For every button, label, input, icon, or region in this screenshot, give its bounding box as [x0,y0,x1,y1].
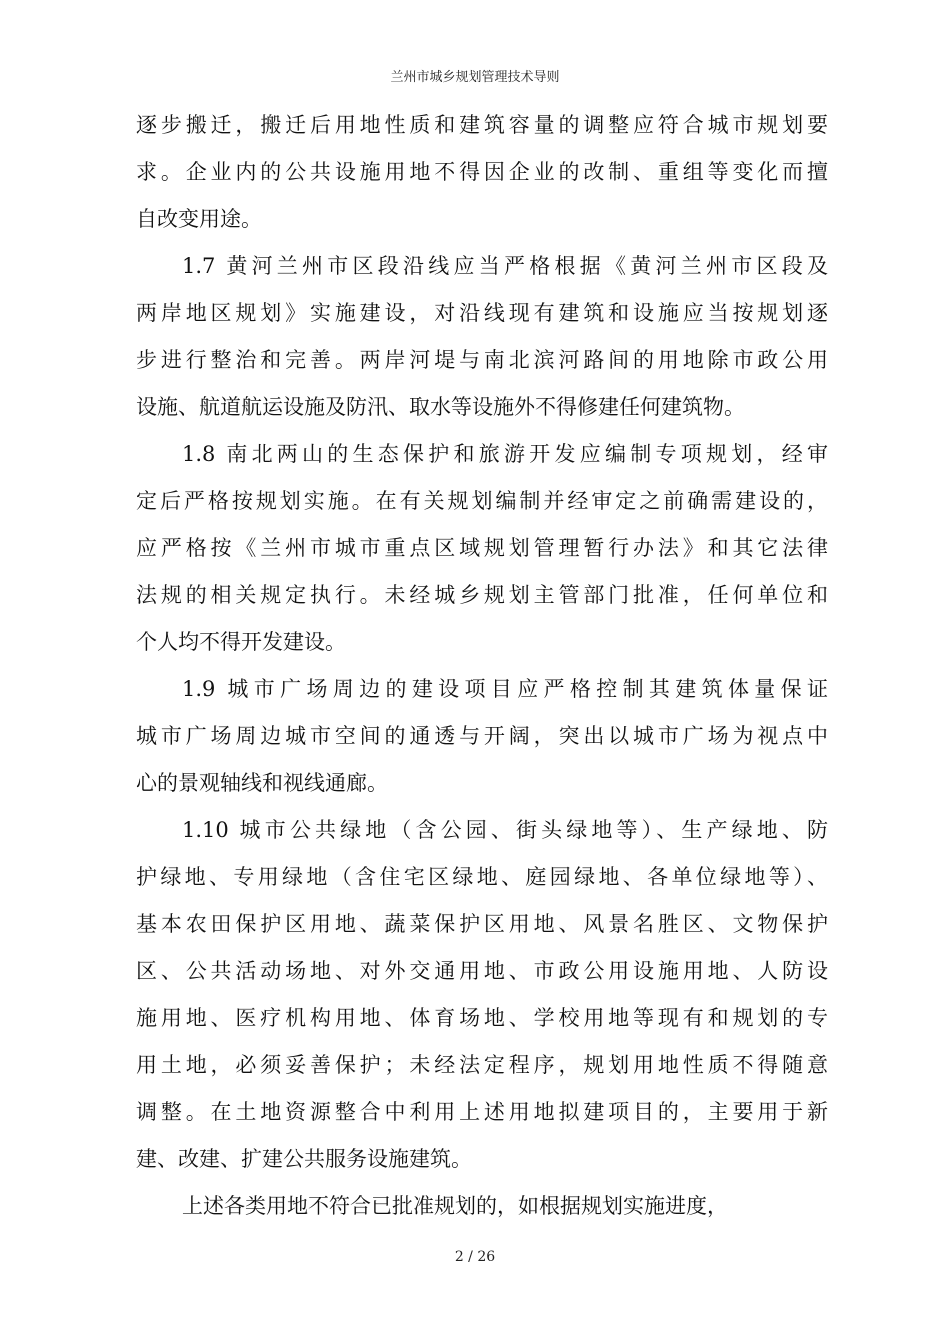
text-line: 上述各类用地不符合已批准规划的，如根据规划实施进度， [182,1194,728,1218]
text-line: 逐步搬迁，搬迁后用地性质和建筑容量的调整应符合城市规划要 [136,113,828,137]
text-line: 调整。在土地资源整合中利用上述用地拟建项目的，主要用于新 [136,1100,828,1124]
text-line: 用土地，必须妥善保护；未经法定程序，规划用地性质不得随意 [136,1053,828,1077]
text-line: 施用地、医疗机构用地、体育场地、学校用地等现有和规划的专 [136,1006,828,1030]
text-line: 1.9 城市广场周边的建设项目应严格控制其建筑体量保证 [182,677,828,701]
document-body [136,102,828,1230]
page-number: 2 / 26 [454,1249,496,1265]
text-line: 个人均不得开发建设。 [136,630,346,654]
text-line: 心的景观轴线和视线通廊。 [136,771,388,795]
text-line: 应严格按《兰州市城市重点区域规划管理暂行办法》和其它法律 [136,536,828,560]
text-line: 城市广场周边城市空间的通透与开阔，突出以城市广场为视点中 [136,724,828,748]
text-line: 法规的相关规定执行。未经城乡规划主管部门批准，任何单位和 [136,583,828,607]
text-line: 求。企业内的公共设施用地不得因企业的改制、重组等变化而擅 [136,160,828,184]
text-line: 设施、航道航运设施及防汛、取水等设施外不得修建任何建筑物。 [136,395,745,419]
text-line: 1.10 城市公共绿地（含公园、街头绿地等）、生产绿地、防 [182,818,828,842]
text-line: 1.7 黄河兰州市区段沿线应当严格根据《黄河兰州市区段及 [182,254,828,278]
page-header: 兰州市城乡规划管理技术导则 [390,70,560,85]
text-line: 1.8 南北两山的生态保护和旅游开发应编制专项规划，经审 [182,442,828,466]
text-line: 区、公共活动场地、对外交通用地、市政公用设施用地、人防设 [136,959,828,983]
text-line: 建、改建、扩建公共服务设施建筑。 [136,1147,472,1171]
text-line: 基本农田保护区用地、蔬菜保护区用地、风景名胜区、文物保护 [136,912,828,936]
text-line: 定后严格按规划实施。在有关规划编制并经审定之前确需建设的， [136,489,828,513]
text-line: 两岸地区规划》实施建设，对沿线现有建筑和设施应当按规划逐 [136,301,828,325]
text-line: 步进行整治和完善。两岸河堤与南北滨河路间的用地除市政公用 [136,348,828,372]
text-line: 自改变用途。 [136,207,262,231]
text-line: 护绿地、专用绿地（含住宅区绿地、庭园绿地、各单位绿地等）、 [136,865,828,889]
